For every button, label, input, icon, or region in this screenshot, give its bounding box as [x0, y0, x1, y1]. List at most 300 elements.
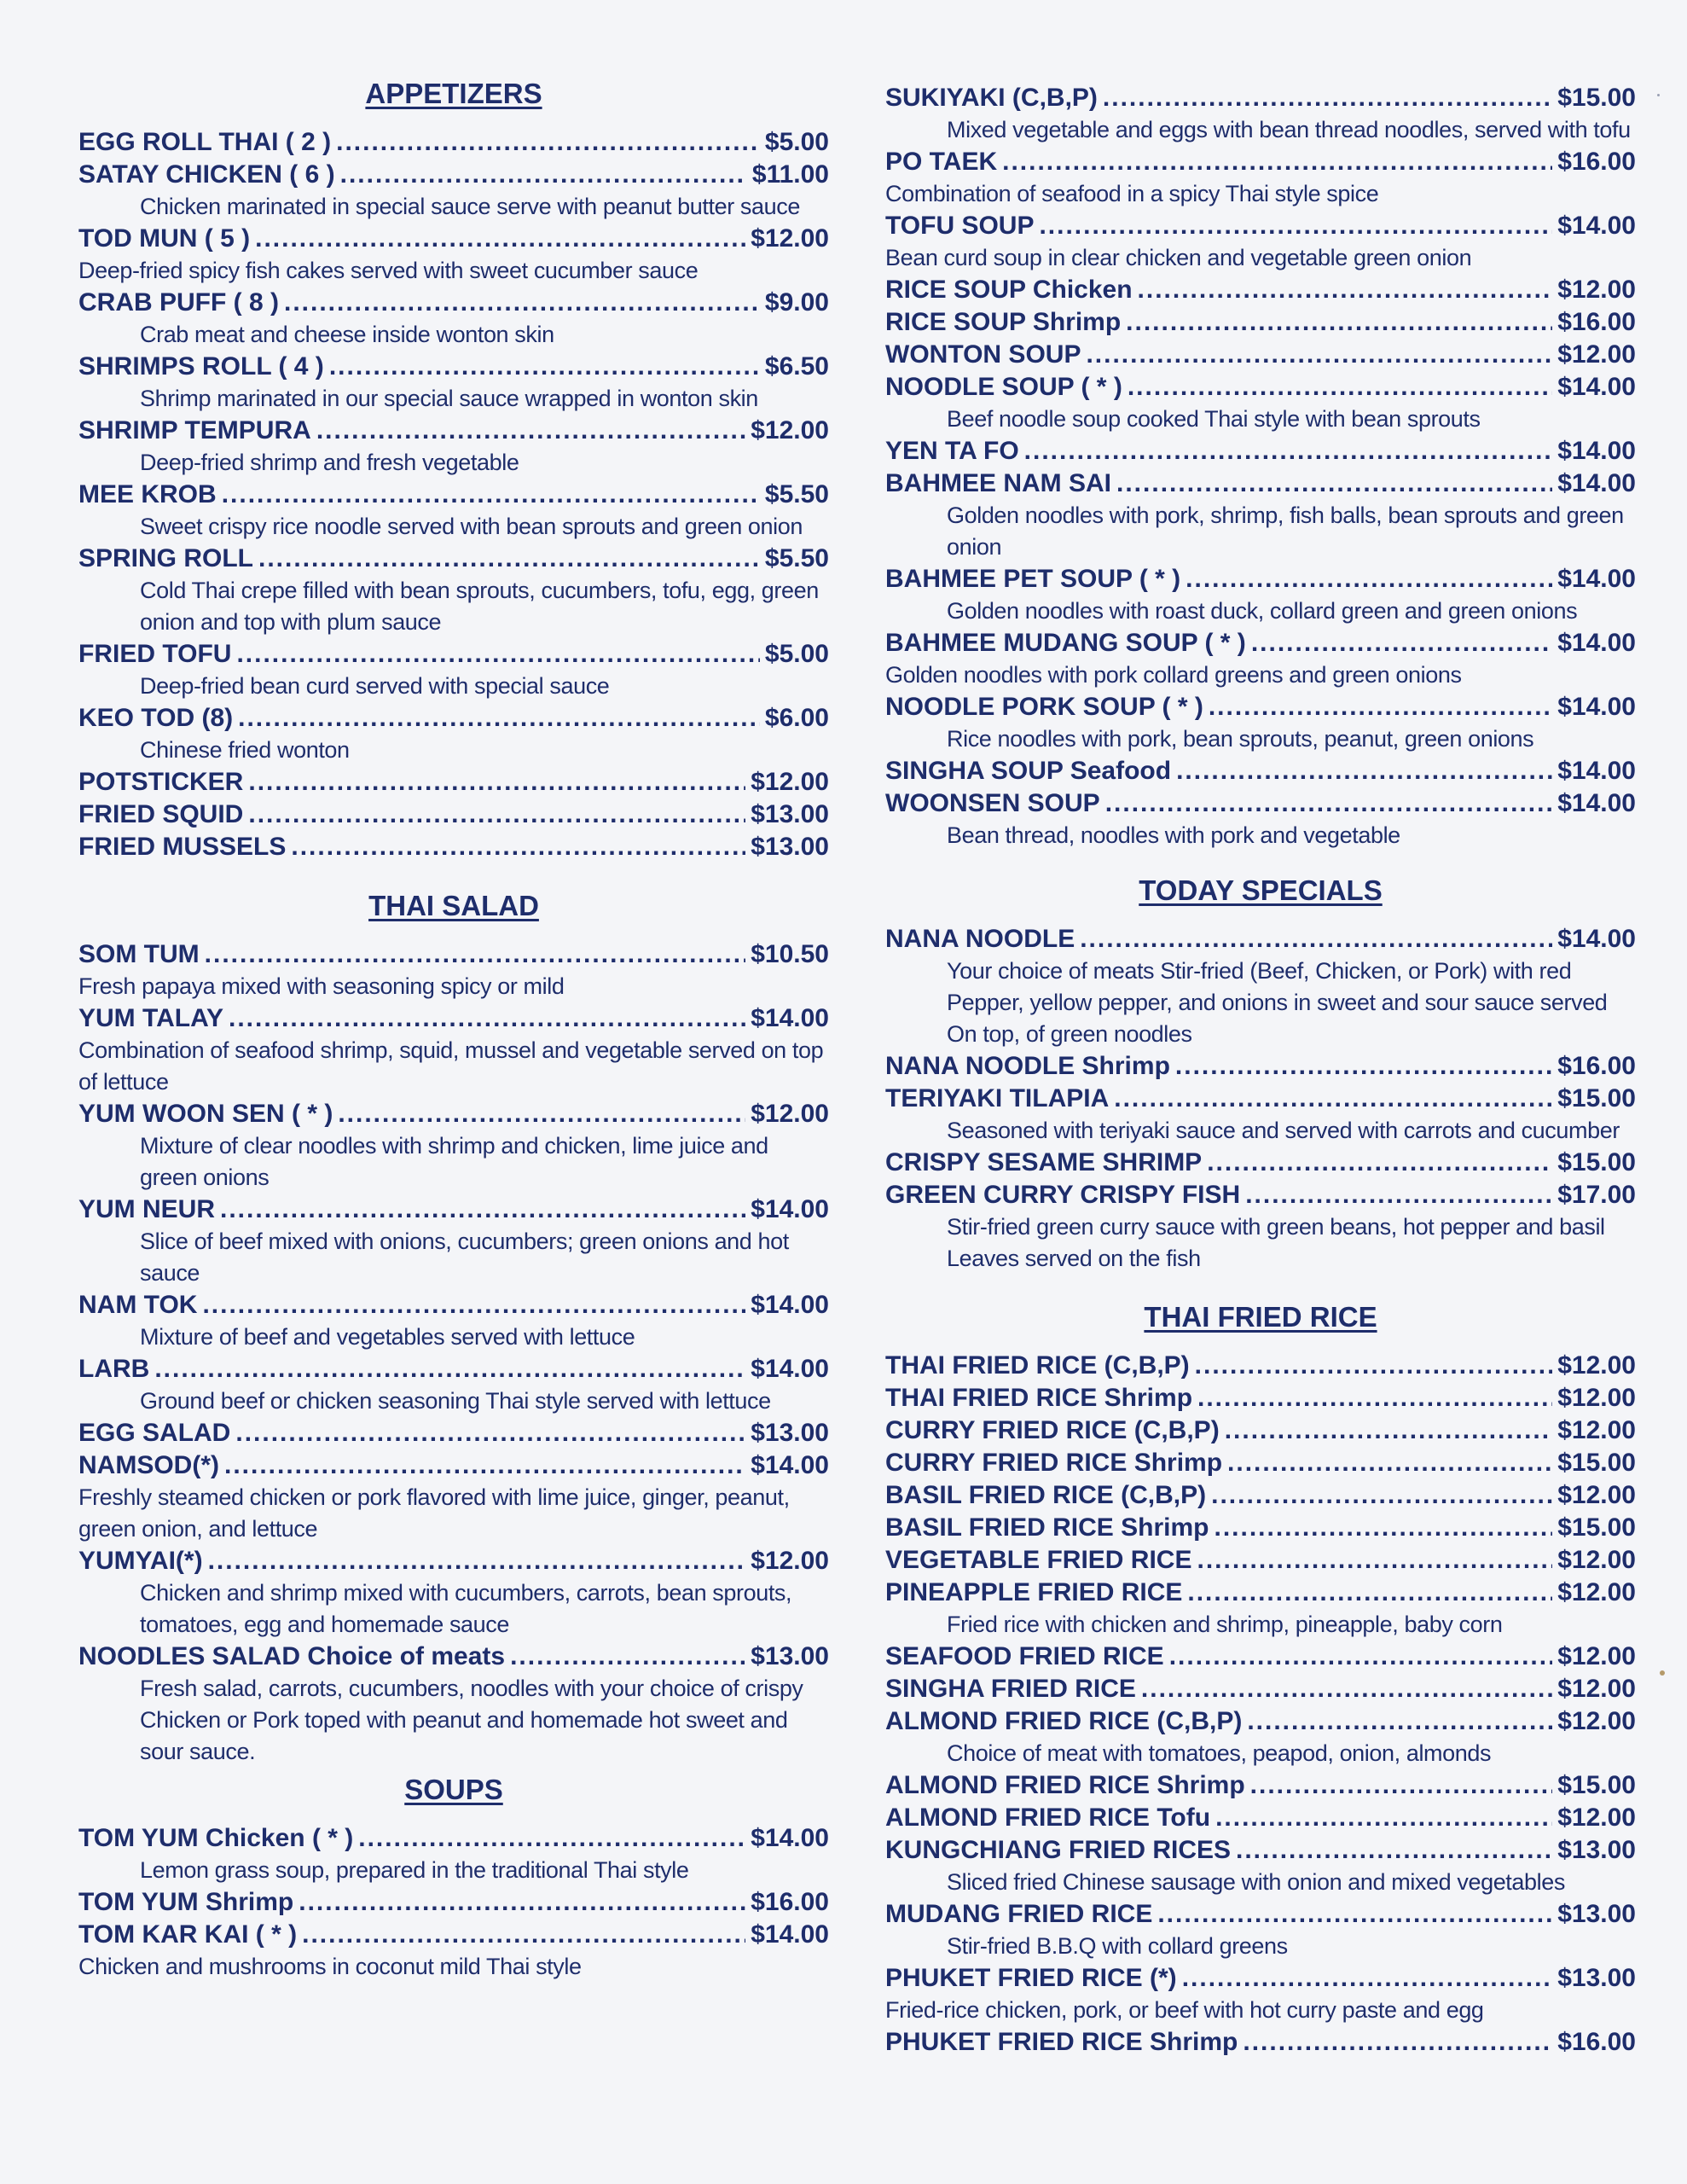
item-name: SOM TUM [78, 940, 200, 968]
item-price: $14.00 [1557, 925, 1636, 953]
dot-leader [238, 702, 760, 735]
menu-item [885, 1414, 1636, 1447]
item-price: $12.00 [1557, 340, 1636, 369]
item-name: NOODLE PORK SOUP ( * ) [885, 693, 1203, 721]
item-description: Rice noodles with pork, bean sprouts, peanut, green onions [947, 726, 1534, 752]
menu-item [885, 82, 1636, 114]
item-description: Lemon grass soup, prepared in the traditional Thai style [140, 1857, 689, 1883]
dot-leader [1157, 1898, 1552, 1931]
item-description: Beef noodle soup cooked Thai style with bean sprouts [947, 406, 1481, 432]
item-price: $16.00 [1557, 148, 1636, 176]
menu-item [885, 146, 1636, 178]
item-price: $16.00 [1557, 1052, 1636, 1080]
dot-leader [1245, 1179, 1552, 1211]
item-price: $12.00 [751, 224, 829, 253]
menu-item [885, 787, 1636, 820]
dot-leader [205, 938, 746, 971]
dot-leader [1186, 563, 1552, 595]
item-price: $13.00 [751, 1642, 829, 1670]
item-description: Bean curd soup in clear chicken and vegetable green onion [885, 245, 1472, 270]
item-description: Choice of meat with tomatoes, peapod, onion, almonds [947, 1740, 1492, 1766]
item-price: $12.00 [1557, 1546, 1636, 1574]
menu-item [885, 1083, 1636, 1115]
item-price: $6.50 [764, 352, 829, 380]
menu-item [78, 126, 829, 159]
dot-leader [1197, 1544, 1552, 1577]
menu-item [885, 1179, 1636, 1211]
item-price: $14.00 [751, 1920, 829, 1949]
item-name: SHRIMPS ROLL ( 4 ) [78, 352, 324, 380]
dot-leader [1169, 1641, 1553, 1673]
item-price: $15.00 [1557, 1084, 1636, 1112]
item-name: RICE SOUP Shrimp [885, 308, 1122, 336]
item-price: $17.00 [1557, 1181, 1636, 1209]
dot-leader [1141, 1673, 1552, 1705]
item-name: CRISPY SESAME SHRIMP [885, 1148, 1203, 1176]
item-description: Fried-rice chicken, pork, or beef with hot curry paste and egg [885, 1997, 1484, 2023]
item-name: CURRY FRIED RICE (C,B,P) [885, 1416, 1220, 1444]
item-price: $14.00 [1557, 629, 1636, 657]
dot-leader [1116, 468, 1552, 500]
menu-item [885, 1898, 1636, 1931]
item-description: Fresh papaya mixed with seasoning spicy or mild [78, 973, 565, 999]
item-price: $13.00 [1557, 1900, 1636, 1928]
item-name: TERIYAKI TILAPIA [885, 1084, 1110, 1112]
item-name: SHRIMP TEMPURA [78, 416, 311, 444]
dot-leader [1197, 1382, 1552, 1414]
item-name: WONTON SOUP [885, 340, 1081, 369]
item-name: SINGHA SOUP Seafood [885, 757, 1172, 785]
menu-item [885, 1802, 1636, 1834]
item-price: $14.00 [1557, 789, 1636, 817]
menu-item [885, 1512, 1636, 1544]
item-description: Combination of seafood shrimp, squid, mussel and vegetable served on top of lettuce [78, 1037, 824, 1095]
section-heading: SOUPS [404, 1774, 503, 1805]
dot-leader [224, 1449, 745, 1482]
item-price: $12.00 [1557, 1481, 1636, 1509]
menu-item [78, 287, 829, 319]
dot-leader [258, 543, 760, 575]
item-name: SINGHA FRIED RICE [885, 1675, 1136, 1703]
menu-item [78, 351, 829, 383]
menu-item [78, 702, 829, 735]
item-description: Fried rice with chicken and shrimp, pineapple, baby corn [947, 1612, 1503, 1637]
dot-leader [1002, 146, 1552, 178]
item-description: Mixture of beef and vegetables served with lettuce [140, 1324, 635, 1350]
dot-leader [1243, 2026, 1552, 2059]
dot-leader [1039, 210, 1552, 242]
item-name: MUDANG FRIED RICE [885, 1900, 1153, 1928]
item-name: TOM KAR KAI ( * ) [78, 1920, 298, 1949]
item-name: YUM TALAY [78, 1004, 224, 1032]
menu-item [885, 435, 1636, 468]
item-price: $14.00 [751, 1355, 829, 1383]
item-price: $16.00 [1557, 308, 1636, 336]
item-name: YUM NEUR [78, 1195, 216, 1223]
item-price: $12.00 [1557, 1416, 1636, 1444]
item-name: VEGETABLE FRIED RICE [885, 1546, 1192, 1574]
item-price: $14.00 [1557, 212, 1636, 240]
section-heading: APPETIZERS [365, 78, 542, 109]
section-heading: TODAY SPECIALS [1139, 874, 1383, 906]
item-description: Sweet crispy rice noodle served with bean sprouts and green onion [140, 514, 803, 539]
item-description: Chinese fried wonton [140, 737, 350, 763]
menu-item [885, 563, 1636, 595]
item-price: $6.00 [764, 704, 829, 732]
menu-item [78, 159, 829, 191]
item-description: Golden noodles with roast duck, collard green and green onions [947, 598, 1578, 624]
menu-item [78, 543, 829, 575]
item-name: TOFU SOUP [885, 212, 1035, 240]
item-description: Seasoned with teriyaki sauce and served with carrots and cucumber [947, 1118, 1620, 1143]
item-price: $14.00 [751, 1195, 829, 1223]
item-name: PO TAEK [885, 148, 998, 176]
item-name: NANA NOODLE Shrimp [885, 1052, 1170, 1080]
dot-leader [1080, 923, 1552, 956]
dot-leader [1128, 371, 1552, 404]
item-name: FRIED MUSSELS [78, 833, 287, 861]
item-description: Stir-fried B.B.Q with collard greens [947, 1933, 1288, 1959]
item-price: $14.00 [1557, 469, 1636, 497]
item-price: $13.00 [751, 800, 829, 828]
menu-item [78, 766, 829, 799]
dot-leader [338, 1098, 745, 1130]
item-description: Deep-fried bean curd served with special sauce [140, 673, 610, 699]
menu-item [78, 1919, 829, 1951]
dot-leader [336, 126, 760, 159]
menu-item [885, 1544, 1636, 1577]
menu-item [78, 938, 829, 971]
item-price: $13.00 [751, 1419, 829, 1447]
menu-item [885, 306, 1636, 339]
item-price: $15.00 [1557, 1771, 1636, 1799]
item-name: NOODLE SOUP ( * ) [885, 373, 1122, 401]
item-price: $13.00 [751, 833, 829, 861]
item-name: BAHMEE PET SOUP ( * ) [885, 565, 1181, 593]
menu-item [78, 1289, 829, 1321]
dot-leader [255, 223, 745, 255]
menu-item [885, 1577, 1636, 1609]
menu-item [885, 1834, 1636, 1867]
item-description: Bean thread, noodles with pork and vegetable [947, 822, 1400, 848]
menu-item [885, 371, 1636, 404]
dot-leader [1225, 1414, 1553, 1447]
menu-item [885, 755, 1636, 787]
menu-item [885, 2026, 1636, 2059]
menu-item [885, 1447, 1636, 1479]
menu-item [885, 1050, 1636, 1083]
item-name: MEE KROB [78, 480, 217, 508]
section-appetizers [78, 77, 829, 863]
item-name: WOONSEN SOUP [885, 789, 1100, 817]
menu-item [78, 223, 829, 255]
dot-leader [154, 1353, 745, 1385]
section-soups [78, 1773, 829, 1983]
item-description: Slice of beef mixed with onions, cucumbers; green onions and hot sauce [140, 1228, 789, 1286]
dot-leader [1250, 1769, 1553, 1802]
item-name: NAM TOK [78, 1291, 198, 1319]
item-price: $12.00 [1557, 276, 1636, 304]
scan-speck [1657, 94, 1660, 96]
item-description: Deep-fried shrimp and fresh vegetable [140, 450, 519, 475]
section-heading: THAI SALAD [368, 890, 539, 921]
item-price: $12.00 [1557, 1804, 1636, 1832]
section-soups-continued [885, 82, 1636, 851]
item-price: $14.00 [1557, 373, 1636, 401]
item-name: GREEN CURRY CRISPY FISH [885, 1181, 1241, 1209]
item-name: FRIED SQUID [78, 800, 244, 828]
item-description: Combination of seafood in a spicy Thai style spice [885, 181, 1379, 206]
item-description: Golden noodles with pork, shrimp, fish balls, bean sprouts and green onion [947, 502, 1624, 560]
item-price: $12.00 [751, 768, 829, 796]
item-name: CURRY FRIED RICE Shrimp [885, 1449, 1223, 1477]
right-column [885, 0, 1636, 2059]
item-price: $12.00 [1557, 1675, 1636, 1703]
menu-item [885, 1673, 1636, 1705]
dot-leader [302, 1919, 745, 1951]
menu-item [885, 1350, 1636, 1382]
dot-leader [1211, 1479, 1552, 1512]
item-name: YUM WOON SEN ( * ) [78, 1100, 333, 1128]
item-name: THAI FRIED RICE (C,B,P) [885, 1351, 1190, 1380]
item-price: $14.00 [1557, 757, 1636, 785]
menu-item [885, 1147, 1636, 1179]
dot-leader [235, 1417, 745, 1449]
dot-leader [316, 415, 745, 447]
item-name: SEAFOOD FRIED RICE [885, 1642, 1164, 1670]
item-price: $14.00 [751, 1451, 829, 1479]
dot-leader [222, 479, 760, 511]
scan-speck [1660, 1670, 1665, 1676]
dot-leader [1215, 1802, 1552, 1834]
menu-item [78, 1886, 829, 1919]
item-price: $14.00 [1557, 693, 1636, 721]
dot-leader [1114, 1083, 1552, 1115]
item-price: $13.00 [1557, 1836, 1636, 1864]
menu-item [78, 638, 829, 671]
menu-item [78, 799, 829, 831]
item-price: $16.00 [751, 1888, 829, 1916]
section-heading: THAI FRIED RICE [1144, 1301, 1377, 1333]
dot-leader [284, 287, 760, 319]
item-name: NOODLES SALAD Choice of meats [78, 1642, 506, 1670]
item-description: Ground beef or chicken seasoning Thai style served with lettuce [140, 1388, 771, 1414]
menu-item [78, 1002, 829, 1035]
section-thai-salad [78, 889, 829, 1768]
dot-leader [1227, 1447, 1552, 1479]
dot-leader [1214, 1512, 1552, 1544]
item-name: NAMSOD(*) [78, 1451, 219, 1479]
dot-leader [291, 831, 745, 863]
menu-item [885, 339, 1636, 371]
item-price: $15.00 [1557, 1148, 1636, 1176]
menu-item [885, 210, 1636, 242]
dot-leader [1126, 306, 1552, 339]
item-description: Freshly steamed chicken or pork flavored with lime juice, ginger, peanut, green onion, and lettuce [78, 1484, 790, 1542]
item-price: $12.00 [751, 1547, 829, 1575]
menu-item [885, 468, 1636, 500]
item-name: TOM YUM Shrimp [78, 1888, 294, 1916]
item-name: POTSTICKER [78, 768, 244, 796]
item-price: $14.00 [1557, 565, 1636, 593]
dot-leader [1187, 1577, 1552, 1609]
dot-leader [236, 638, 759, 671]
item-description: Chicken and shrimp mixed with cucumbers, carrots, bean sprouts, tomatoes, egg and homemade sauce [140, 1580, 792, 1637]
dot-leader [1251, 627, 1552, 659]
item-name: BASIL FRIED RICE (C,B,P) [885, 1481, 1207, 1509]
item-name: TOM YUM Chicken ( * ) [78, 1824, 354, 1852]
item-price: $14.00 [751, 1291, 829, 1319]
dot-leader [1247, 1705, 1552, 1738]
dot-leader [299, 1886, 745, 1919]
dot-leader [1207, 1147, 1552, 1179]
menu-item [885, 923, 1636, 956]
item-description: Mixture of clear noodles with shrimp and chicken, lime juice and green onions [140, 1133, 768, 1190]
item-name: BAHMEE MUDANG SOUP ( * ) [885, 629, 1246, 657]
item-name: NANA NOODLE [885, 925, 1075, 953]
menu-item [885, 1962, 1636, 1995]
menu-item [885, 1382, 1636, 1414]
item-price: $5.50 [764, 480, 829, 508]
dot-leader [202, 1289, 745, 1321]
item-price: $15.00 [1557, 1449, 1636, 1477]
menu-item [78, 1641, 829, 1673]
dot-leader [1138, 274, 1553, 306]
item-description: Sliced fried Chinese sausage with onion and mixed vegetables [947, 1869, 1565, 1895]
item-name: THAI FRIED RICE Shrimp [885, 1384, 1193, 1412]
item-price: $14.00 [1557, 437, 1636, 465]
item-description: Stir-fried green curry sauce with green beans, hot pepper and basil Leaves served on the fish [947, 1214, 1605, 1271]
menu-item [78, 1098, 829, 1130]
item-name: SPRING ROLL [78, 544, 254, 572]
item-price: $10.50 [751, 940, 829, 968]
item-description: Your choice of meats Stir-fried (Beef, Chicken, or Pork) with red Pepper, yellow pepper, and onions in sweet and sour sauce served On top, of green noodles [947, 958, 1608, 1047]
item-name: EGG SALAD [78, 1419, 231, 1447]
item-description: Mixed vegetable and eggs with bean thread noodles, served with tofu [947, 117, 1631, 142]
item-name: FRIED TOFU [78, 640, 232, 668]
dot-leader [1195, 1350, 1553, 1382]
item-description: Shrimp marinated in our special sauce wrapped in wonton skin [140, 386, 758, 411]
section-today-specials [885, 874, 1636, 1275]
menu-item [78, 831, 829, 863]
dot-leader [340, 159, 747, 191]
dot-leader [510, 1641, 745, 1673]
item-name: TOD MUN ( 5 ) [78, 224, 251, 253]
menu-item [885, 1641, 1636, 1673]
dot-leader [248, 799, 745, 831]
dot-leader [358, 1822, 745, 1855]
item-name: PHUKET FRIED RICE (*) [885, 1964, 1177, 1992]
item-description: Chicken marinated in special sauce serve with peanut butter sauce [140, 194, 800, 219]
item-price: $12.00 [1557, 1578, 1636, 1606]
item-name: BASIL FRIED RICE Shrimp [885, 1513, 1209, 1542]
item-description: Chicken and mushrooms in coconut mild Thai style [78, 1954, 582, 1979]
dot-leader [208, 1545, 746, 1577]
dot-leader [248, 766, 745, 799]
dot-leader [1105, 787, 1553, 820]
item-name: LARB [78, 1355, 150, 1383]
menu-item [78, 479, 829, 511]
dot-leader [1086, 339, 1552, 371]
item-name: KUNGCHIANG FRIED RICES [885, 1836, 1232, 1864]
menu-item [78, 415, 829, 447]
item-price: $5.00 [764, 128, 829, 156]
item-price: $5.00 [764, 640, 829, 668]
menu-item [78, 1449, 829, 1482]
item-name: PHUKET FRIED RICE Shrimp [885, 2028, 1238, 2056]
dot-leader [1236, 1834, 1552, 1867]
dot-leader [229, 1002, 745, 1035]
item-name: YUMYAI(*) [78, 1547, 203, 1575]
item-price: $13.00 [1557, 1964, 1636, 1992]
dot-leader [329, 351, 760, 383]
menu-item [885, 1479, 1636, 1512]
menu-item [885, 627, 1636, 659]
item-name: ALMOND FRIED RICE Tofu [885, 1804, 1211, 1832]
item-price: $16.00 [1557, 2028, 1636, 2056]
item-price: $14.00 [751, 1824, 829, 1852]
dot-leader [1182, 1962, 1553, 1995]
item-price: $15.00 [1557, 84, 1636, 112]
menu-item [885, 1769, 1636, 1802]
item-price: $12.00 [1557, 1642, 1636, 1670]
item-name: EGG ROLL THAI ( 2 ) [78, 128, 332, 156]
item-name: YEN TA FO [885, 437, 1019, 465]
item-description: Deep-fried spicy fish cakes served with sweet cucumber sauce [78, 258, 699, 283]
left-column [78, 0, 829, 1983]
menu-item [885, 274, 1636, 306]
item-price: $14.00 [751, 1004, 829, 1032]
menu-item [78, 1545, 829, 1577]
item-name: ALMOND FRIED RICE (C,B,P) [885, 1707, 1243, 1735]
item-price: $12.00 [751, 416, 829, 444]
menu-item [78, 1194, 829, 1226]
item-price: $5.50 [764, 544, 829, 572]
item-name: PINEAPPLE FRIED RICE [885, 1578, 1183, 1606]
item-description: Cold Thai crepe filled with bean sprouts, cucumbers, tofu, egg, green onion and top with plum sauce [140, 578, 819, 635]
item-name: ALMOND FRIED RICE Shrimp [885, 1771, 1245, 1799]
item-price: $12.00 [1557, 1351, 1636, 1380]
item-price: $12.00 [1557, 1384, 1636, 1412]
item-description: Crab meat and cheese inside wonton skin [140, 322, 554, 347]
item-price: $9.00 [764, 288, 829, 317]
dot-leader [1024, 435, 1553, 468]
section-thai-fried-rice [885, 1300, 1636, 2059]
menu-item [885, 691, 1636, 723]
menu-item [78, 1417, 829, 1449]
item-description: Fresh salad, carrots, cucumbers, noodles with your choice of crispy Chicken or Pork toped with peanut and homemade hot sweet and sour sauce. [140, 1676, 803, 1764]
item-name: KEO TOD (8) [78, 704, 234, 732]
dot-leader [220, 1194, 745, 1226]
dot-leader [1103, 82, 1552, 114]
dot-leader [1176, 755, 1552, 787]
item-price: $11.00 [751, 160, 829, 189]
item-price: $15.00 [1557, 1513, 1636, 1542]
item-price: $12.00 [751, 1100, 829, 1128]
item-name: CRAB PUFF ( 8 ) [78, 288, 279, 317]
item-name: RICE SOUP Chicken [885, 276, 1133, 304]
item-name: SATAY CHICKEN ( 6 ) [78, 160, 335, 189]
item-name: SUKIYAKI (C,B,P) [885, 84, 1098, 112]
dot-leader [1209, 691, 1552, 723]
menu-item [78, 1822, 829, 1855]
menu-item [78, 1353, 829, 1385]
menu-item [885, 1705, 1636, 1738]
item-price: $12.00 [1557, 1707, 1636, 1735]
item-description: Golden noodles with pork collard greens and green onions [885, 662, 1462, 688]
dot-leader [1175, 1050, 1552, 1083]
item-name: BAHMEE NAM SAI [885, 469, 1112, 497]
